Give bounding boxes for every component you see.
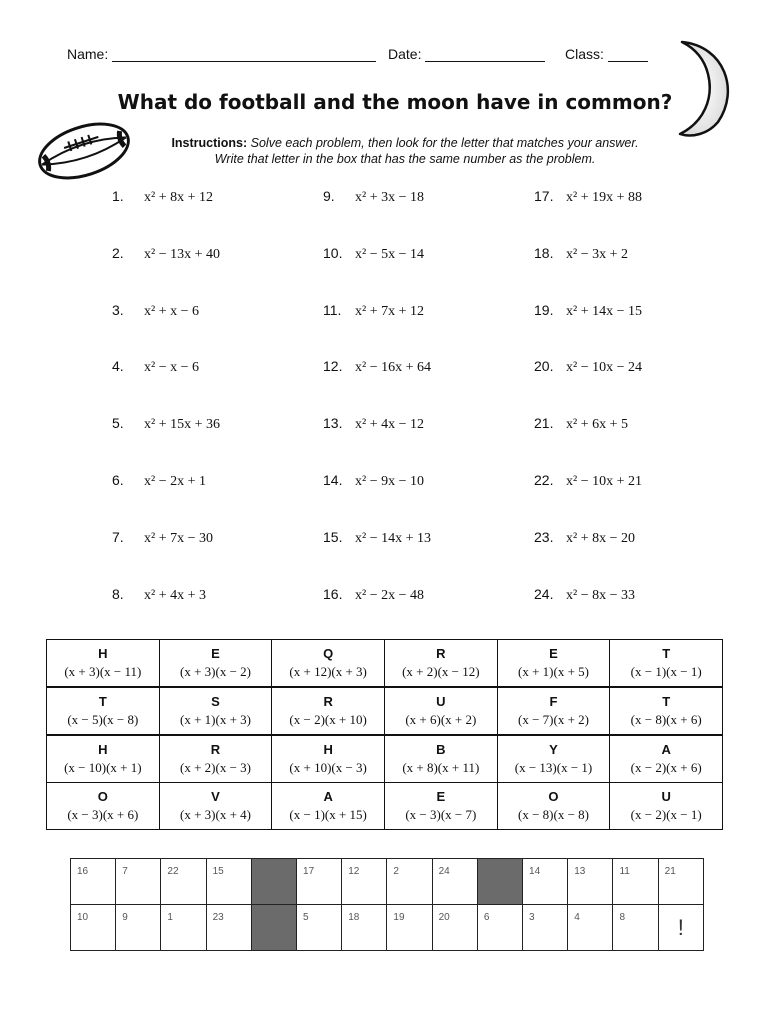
problem-number: 1. [112,188,124,204]
worksheet-title: What do football and the moon have in common? [117,90,673,114]
answer-box-number: 5 [303,912,309,923]
answer-box-number: 11 [619,866,630,877]
name-blank[interactable] [112,47,376,62]
problem-number: 20. [534,358,554,375]
answer-letter: S [211,694,220,709]
answer-letter: F [549,694,558,709]
answer-key-cell [159,640,272,688]
instructions-line-2: Write that letter in the box that has the same number as the problem. [214,152,596,166]
answer-box[interactable] [613,905,658,951]
problem-expression: x² − 16x + 64 [355,360,431,376]
answer-box[interactable] [342,905,387,951]
problem-3 [112,302,199,320]
problem-number: 6. [112,472,124,488]
answer-factors: (x − 3)(x − 7) [405,807,477,822]
answer-box[interactable] [71,859,116,905]
answer-letter: H [323,742,333,757]
problem-number: 4. [112,358,124,375]
name-label: Name: [67,46,109,62]
problem-expression: x² − 8x − 33 [566,587,635,603]
problem-expression: x² + 15x + 36 [144,417,220,433]
problem-8 [112,586,206,604]
answer-factors: (x + 3)(x − 2) [180,664,251,679]
problem-expression: x² − 14x + 13 [355,530,431,546]
answer-factors: (x − 10)(x + 1) [64,760,142,775]
problem-19 [534,302,642,320]
answer-letter: T [98,694,107,709]
problem-expression: x² + x − 6 [144,303,199,319]
problem-number: 10. [323,244,343,261]
answer-box-number: 10 [77,912,89,923]
answer-box-number: 12 [348,866,360,877]
answer-factors: (x + 6)(x + 2) [405,712,477,727]
answer-box-number: 16 [77,866,89,877]
answer-factors: (x − 2)(x + 6) [630,760,702,775]
answer-factors: (x + 2)(x − 12) [402,664,480,679]
problem-6 [112,472,206,490]
answer-box-number: 14 [529,866,541,877]
answer-factors: (x − 5)(x − 8) [67,712,139,727]
answer-key-cell [384,640,497,688]
answer-grid-row [71,859,704,905]
football-icon [34,118,134,184]
problem-expression: x² − 9x − 10 [355,474,424,489]
answer-letter: U [436,694,446,709]
answer-letter: V [211,789,220,804]
answer-box[interactable] [161,905,206,951]
answer-key-cell [47,783,160,830]
answer-box[interactable] [116,859,161,905]
answer-factors: (x + 1)(x + 5) [518,664,589,679]
problem-number: 18. [534,244,554,261]
answer-letter: E [436,789,446,804]
answer-box[interactable] [568,905,613,951]
answer-box[interactable] [432,859,477,905]
answer-grid-spacer [251,905,296,951]
answer-factors: (x − 8)(x + 6) [630,712,702,727]
answer-box-number: 4 [574,912,580,923]
moon-icon [668,38,740,138]
answer-key-cell [47,640,160,688]
problem-4 [112,358,199,376]
problem-expression: x² + 8x + 12 [144,190,213,205]
answer-key-cell [159,735,272,783]
answer-factors: (x + 1)(x + 3) [180,712,251,727]
answer-box-number: 3 [529,912,535,923]
answer-letter: B [436,742,446,757]
name-field[interactable] [67,46,376,62]
answer-box-number: 22 [167,866,179,877]
answer-box-number: 15 [212,866,224,877]
answer-letter: A [323,789,333,804]
problem-expression: x² + 4x + 3 [144,587,206,603]
problem-number: 17. [534,188,554,204]
problem-expression: x² − 3x + 2 [566,246,628,262]
problem-expression: x² + 14x − 15 [566,303,642,319]
answer-grid-spacer [477,859,522,905]
problem-9 [323,188,424,206]
class-field[interactable] [565,46,648,62]
problem-number: 12. [323,358,343,375]
answer-letter: H [98,646,108,661]
answer-box-number: 19 [393,912,405,923]
problem-expression: x² − 2x + 1 [144,474,206,489]
problem-expression: x² − 5x − 14 [355,246,424,262]
problem-expression: x² − 10x + 21 [566,474,642,489]
answer-letter: E [549,646,558,661]
answer-factors: (x − 13)(x − 1) [514,760,593,775]
answer-box[interactable] [206,905,251,951]
answer-box[interactable] [71,905,116,951]
problem-number: 22. [534,472,554,488]
problem-expression: x² − 13x + 40 [144,246,220,262]
answer-box-number: 21 [664,866,676,877]
answer-grid-spacer [251,859,296,905]
answer-key-cell [384,687,497,735]
problem-23 [534,529,635,547]
problem-number: 7. [112,528,124,545]
answer-key-cell [610,687,723,735]
answer-box[interactable] [342,859,387,905]
answer-box-number: 7 [122,866,128,877]
answer-key-row [47,783,723,830]
problem-expression: x² − 2x − 48 [355,587,424,603]
answer-key-cell [272,783,385,830]
date-blank[interactable] [425,47,545,62]
answer-key-cell [610,640,723,688]
problem-21 [534,415,628,433]
answer-factors: (x − 1)(x − 1) [630,664,702,679]
answer-box[interactable] [297,905,342,951]
answer-box[interactable] [568,859,613,905]
instructions [150,135,660,167]
answer-box-number: 8 [619,912,625,923]
answer-key-cell [272,687,385,735]
answer-letter: U [661,789,671,804]
answer-box[interactable] [523,859,568,905]
problem-5 [112,415,220,433]
problem-expression: x² + 4x − 12 [355,417,424,433]
problem-number: 23. [534,528,554,545]
answer-box[interactable] [161,859,206,905]
answer-factors: (x − 1)(x + 15) [289,807,367,822]
answer-box[interactable] [387,905,432,951]
answer-box[interactable] [658,859,703,905]
answer-box[interactable] [387,859,432,905]
problem-22 [534,472,642,490]
answer-box[interactable] [477,905,522,951]
problem-expression: x² + 8x − 20 [566,530,635,546]
answer-key-cell [272,640,385,688]
answer-factors: (x + 12)(x + 3) [289,664,367,679]
problem-16 [323,586,424,604]
problem-number: 8. [112,585,124,602]
answer-box-number: 13 [574,866,586,877]
answer-box-number: 6 [483,912,490,923]
problem-2 [112,245,220,263]
answer-key-cell [47,687,160,735]
answer-grid-exclamation: ! [658,905,703,951]
answer-letter: O [548,789,559,804]
problem-expression: x² − 10x − 24 [566,360,642,376]
answer-box[interactable] [116,905,161,951]
answer-key-table [46,639,723,830]
answer-box-number: 1 [167,912,173,923]
problem-13 [323,415,424,433]
answer-factors: (x + 3)(x + 4) [180,807,251,822]
answer-factors: (x − 2)(x + 10) [289,712,367,727]
problem-expression: x² + 6x + 5 [566,417,628,433]
answer-letter: T [662,646,671,661]
answer-letter: R [210,742,221,757]
problem-18 [534,245,628,263]
problem-number: 14. [323,472,343,488]
answer-key-cell [47,735,160,783]
instructions-line-1: Solve each problem, then look for the letter that matches your answer. [250,136,639,150]
answer-letter: E [211,646,220,661]
answer-box-number: 9 [122,912,128,923]
answer-key-cell [497,640,610,688]
answer-key-cell [610,783,723,830]
problem-number: 19. [534,301,554,318]
answer-key-row [47,687,723,735]
answer-factors: (x + 2)(x − 3) [180,760,251,775]
problem-number: 16. [323,585,343,602]
answer-factors: (x + 10)(x − 3) [289,760,367,775]
answer-factors: (x + 3)(x − 11) [64,664,142,679]
answer-box[interactable] [523,905,568,951]
date-label: Date: [388,46,422,62]
answer-key-cell [272,735,385,783]
answer-key-cell [159,687,272,735]
answer-key-cell [384,735,497,783]
problem-11 [323,302,424,320]
answer-letter: R [436,646,446,661]
answer-box[interactable] [613,859,658,905]
problem-15 [323,529,431,547]
answer-factors: (x − 3)(x + 6) [67,807,139,822]
problem-7 [112,529,213,547]
answer-box-number: 18 [348,912,360,923]
problem-expression: x² + 3x − 18 [355,190,424,205]
instructions-lead: Instructions: [171,136,248,150]
problem-number: 3. [112,301,124,318]
problem-12 [323,358,431,376]
answer-grid [70,858,704,951]
answer-key-cell [384,783,497,830]
answer-key-row [47,735,723,783]
problem-number: 13. [323,415,343,432]
problem-1 [112,188,213,206]
problem-number: 24. [534,585,554,602]
answer-letter: Q [323,646,334,661]
problem-number: 11. [323,301,342,318]
problem-expression: x² + 19x + 88 [566,190,642,205]
answer-box-number: 20 [438,912,450,923]
answer-letter: Y [549,742,558,757]
problem-24 [534,586,635,604]
problem-expression: x² − x − 6 [144,360,199,376]
answer-box-number: 17 [303,866,315,877]
class-blank[interactable] [608,47,648,62]
problem-number: 21. [534,415,554,432]
answer-key-cell [497,783,610,830]
answer-box-number: 23 [212,912,224,923]
answer-factors: (x − 7)(x + 2) [518,712,589,727]
answer-box[interactable] [297,859,342,905]
answer-key-row [47,640,723,688]
answer-letter: A [661,742,671,757]
date-field[interactable] [388,46,545,62]
answer-letter: O [97,789,108,804]
answer-factors: (x + 8)(x + 11) [402,760,480,775]
answer-factors: (x − 2)(x − 1) [630,807,702,822]
problem-expression: x² + 7x + 12 [355,303,424,319]
class-label: Class: [565,46,604,62]
answer-key-cell [497,687,610,735]
problem-14 [323,472,424,490]
answer-factors: (x − 8)(x − 8) [518,807,589,822]
problem-expression: x² + 7x − 30 [144,530,213,546]
answer-key-cell [159,783,272,830]
answer-box-number: 2 [393,866,399,877]
answer-letter: H [98,742,108,757]
answer-letter: T [662,694,671,709]
answer-key-cell [497,735,610,783]
problem-number: 15. [323,528,343,545]
answer-box[interactable] [432,905,477,951]
problem-number: 2. [112,244,124,261]
problem-number: 9. [323,188,335,204]
answer-key-cell [610,735,723,783]
answer-box[interactable] [206,859,251,905]
problem-number: 5. [112,415,124,432]
answer-box-number: 24 [438,866,450,877]
problem-20 [534,358,642,376]
problem-17 [534,188,642,206]
problem-10 [323,245,424,263]
answer-letter: R [323,694,333,709]
answer-grid-row [71,905,704,951]
